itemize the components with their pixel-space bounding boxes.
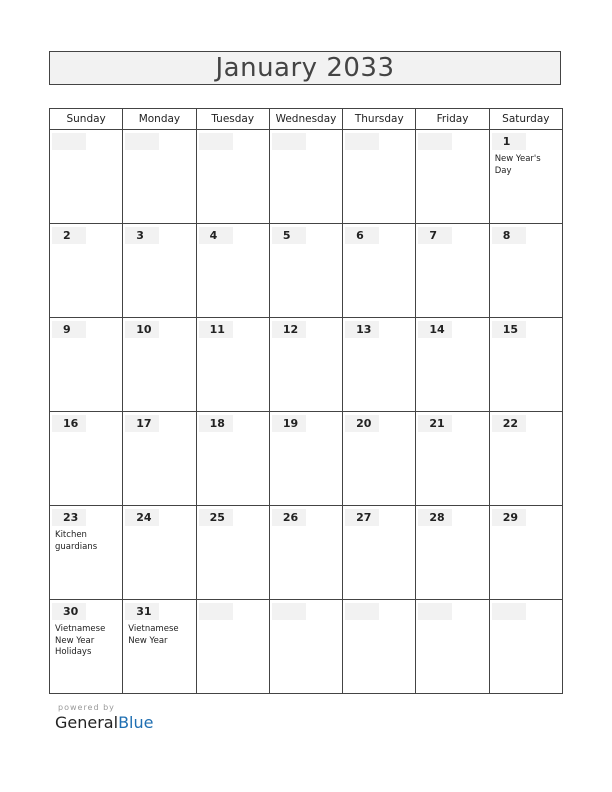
day-cell [343,412,416,506]
day-number: 3 [125,227,159,244]
day-cell [196,412,269,506]
day-cell [489,600,562,694]
day-cell [50,412,123,506]
footer-branding [55,703,153,732]
day-cell [269,506,342,600]
weekday-header: Friday [416,109,489,130]
day-cell [123,224,196,318]
day-cell [196,130,269,224]
calendar-grid [49,108,563,694]
weekday-header: Thursday [343,109,416,130]
day-cell [416,506,489,600]
day-number: 7 [418,227,452,244]
day-number [345,133,379,150]
day-cell [196,224,269,318]
day-cell [343,600,416,694]
weekday-header-row [50,109,563,130]
day-number: 8 [492,227,526,244]
week-row [50,130,563,224]
day-number: 19 [272,415,306,432]
day-number: 5 [272,227,306,244]
day-cell [50,130,123,224]
day-number [199,603,233,620]
day-cell [196,600,269,694]
weekday-header: Saturday [489,109,562,130]
weekday-header: Monday [123,109,196,130]
day-cell [196,318,269,412]
day-cell [343,224,416,318]
day-number: 18 [199,415,233,432]
calendar-title: January 2033 [49,51,561,85]
day-number: 14 [418,321,452,338]
day-cell [343,130,416,224]
holiday-label: Kitchen guardians [55,530,98,552]
day-cell [489,130,562,224]
day-number: 29 [492,509,526,526]
day-number: 26 [272,509,306,526]
day-number: 11 [199,321,233,338]
day-number: 25 [199,509,233,526]
day-cell [489,412,562,506]
week-row [50,506,563,600]
day-cell [416,318,489,412]
day-cell [416,224,489,318]
day-number: 16 [52,415,86,432]
day-cell [343,318,416,412]
day-number [345,603,379,620]
day-number: 27 [345,509,379,526]
day-cell [343,506,416,600]
day-cell [416,412,489,506]
day-cell [123,600,196,694]
day-cell [50,224,123,318]
day-number: 6 [345,227,379,244]
day-number [418,133,452,150]
day-cell [489,506,562,600]
day-cell [269,318,342,412]
day-cell [123,412,196,506]
day-number: 1 [492,133,526,150]
day-number: 4 [199,227,233,244]
day-number [492,603,526,620]
day-cell [196,506,269,600]
day-number: 9 [52,321,86,338]
day-number: 22 [492,415,526,432]
day-cell [416,600,489,694]
brand-logo [55,713,153,732]
weekday-header: Wednesday [269,109,342,130]
day-number: 15 [492,321,526,338]
day-number [418,603,452,620]
day-number: 31 [125,603,159,620]
day-cell [123,506,196,600]
day-number: 23 [52,509,86,526]
weekday-header: Sunday [50,109,123,130]
day-cell [269,130,342,224]
week-row [50,412,563,506]
day-cell [489,224,562,318]
day-number: 10 [125,321,159,338]
holiday-label: New Year's Day [494,154,541,176]
day-cell [489,318,562,412]
day-cell [416,130,489,224]
day-number [199,133,233,150]
day-cell [269,412,342,506]
day-cell [50,506,123,600]
day-number: 20 [345,415,379,432]
day-number [52,133,86,150]
day-cell [50,600,123,694]
day-number: 2 [52,227,86,244]
day-number [125,133,159,150]
day-number [272,603,306,620]
day-number: 13 [345,321,379,338]
brand-name-general: General [55,713,119,732]
day-cell [269,600,342,694]
week-row [50,224,563,318]
holiday-label: Vietnamese New Year [128,624,179,646]
holiday-label: Vietnamese New Year Holidays [55,624,106,657]
day-number: 30 [52,603,86,620]
day-number [272,133,306,150]
day-number: 28 [418,509,452,526]
day-number: 21 [418,415,452,432]
day-cell [123,318,196,412]
brand-name-blue: Blue [118,713,154,732]
powered-by-text: powered by [58,703,115,712]
day-cell [269,224,342,318]
weekday-header: Tuesday [196,109,269,130]
day-cell [123,130,196,224]
day-number: 12 [272,321,306,338]
week-row [50,318,563,412]
day-cell [50,318,123,412]
day-number: 17 [125,415,159,432]
day-number: 24 [125,509,159,526]
week-row [50,600,563,694]
